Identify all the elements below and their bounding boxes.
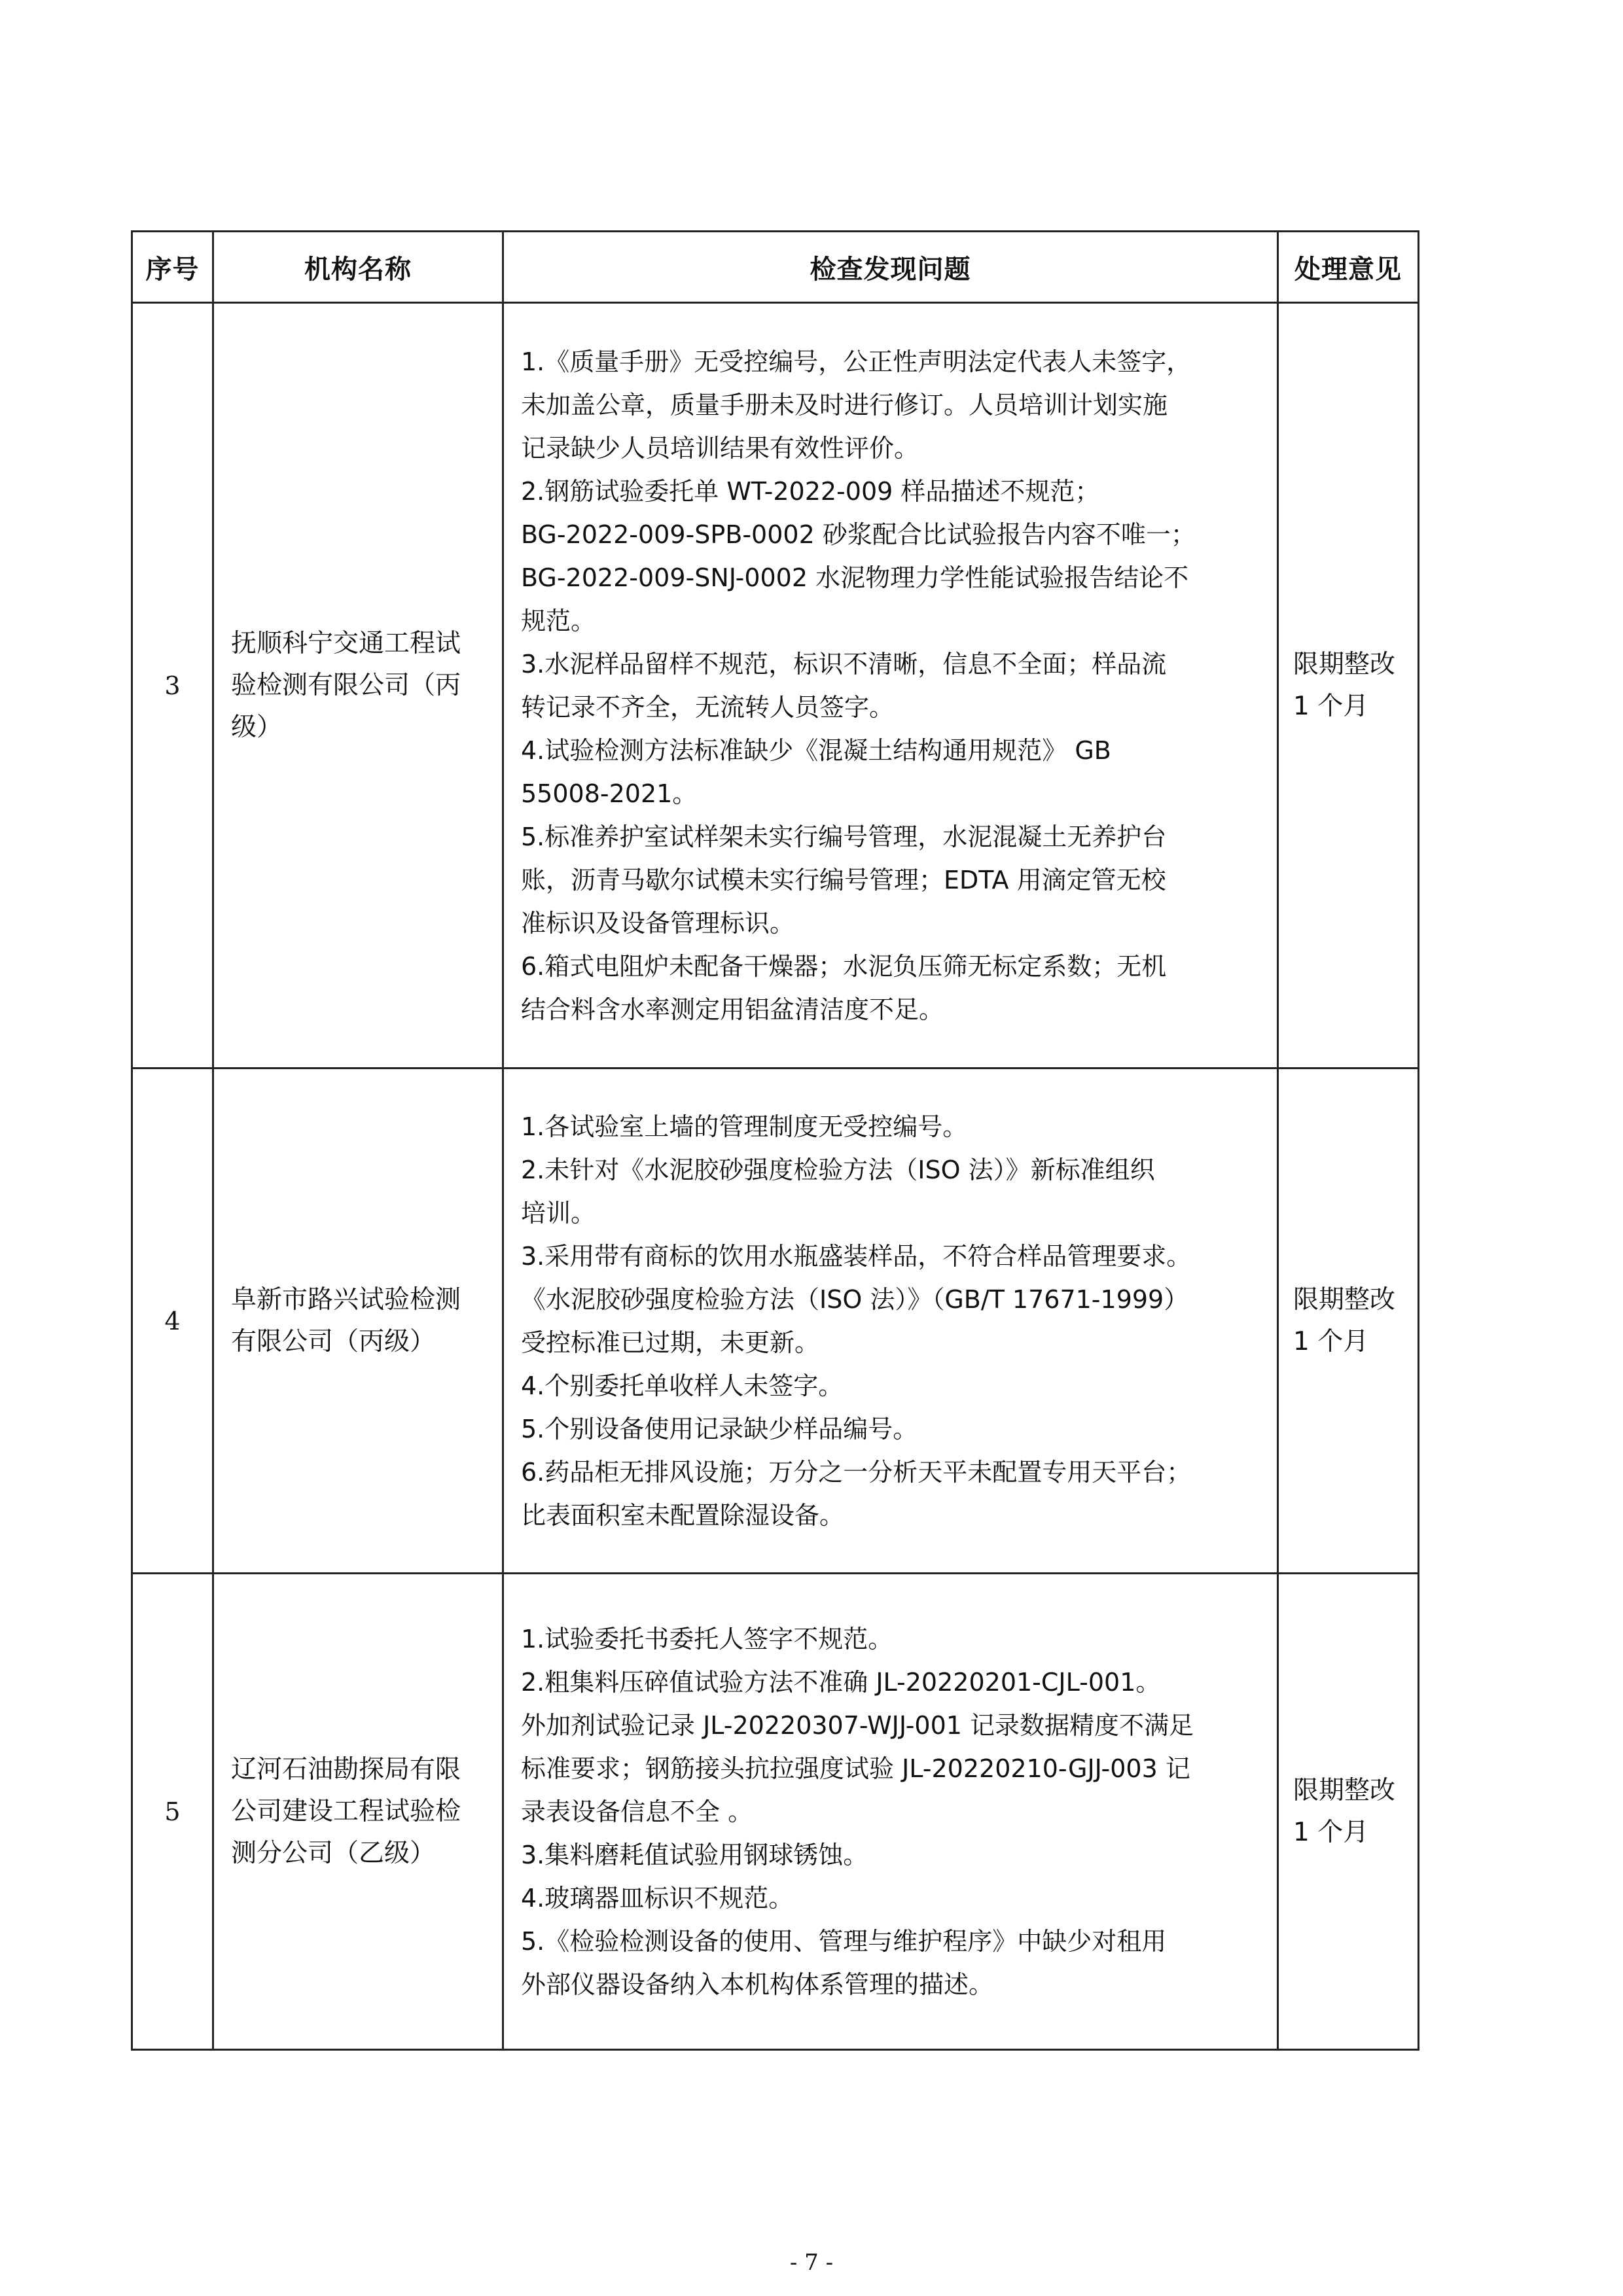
org-name: 抚顺科宁交通工程试验检测有限公司（丙级） [231, 628, 461, 742]
issue-line: 3.采用带有商标的饮用水瓶盛装样品，不符合样品管理要求。 [521, 1241, 1192, 1271]
issue-line: 1.各试验室上墙的管理制度无受控编号。 [521, 1112, 968, 1141]
issue-line: 1.试验委托书委托人签字不规范。 [521, 1624, 893, 1653]
action-cell [1278, 1069, 1419, 1574]
org-cell [213, 1069, 503, 1574]
issue-line: 外加剂试验记录 JL-20220307-WJJ-001 记录数据精度不满足 [521, 1710, 1194, 1740]
row-number: 4 [132, 1069, 213, 1574]
action-text: 限期整改 [1293, 1284, 1396, 1315]
table-row [132, 303, 1419, 1069]
issue-line: 6.药品柜无排风设施；万分之一分析天平未配置专用天平台； [521, 1457, 1192, 1487]
issue-line: BG-2022-009-SPB-0002 砂浆配合比试验报告内容不唯一； [521, 520, 1196, 549]
header-action: 处理意见 [1278, 232, 1419, 303]
issue-line: 6.箱式电阻炉未配备干燥器；水泥负压筛无标定系数；无机 [521, 951, 1167, 981]
row-number: 5 [132, 1574, 213, 2050]
action-text: 限期整改 [1293, 1775, 1396, 1805]
inspection-table [131, 230, 1419, 2051]
org-cell [213, 303, 503, 1069]
issue-line: 《水泥胶砂强度检验方法（ISO 法）》（GB/T 17671-1999） [521, 1284, 1189, 1314]
issue-line: 比表面积室未配置除湿设备。 [521, 1500, 845, 1530]
action-cell [1278, 303, 1419, 1069]
issue-line: 培训。 [521, 1198, 596, 1227]
issues-cell [503, 303, 1278, 1069]
issue-line: 1.《质量手册》无受控编号，公正性声明法定代表人未签字， [521, 347, 1192, 376]
issue-line: 5.个别设备使用记录缺少样品编号。 [521, 1414, 918, 1443]
issue-line: 未加盖公章，质量手册未及时进行修订。人员培训计划实施 [521, 390, 1168, 419]
issue-line: 结合料含水率测定用铝盆清洁度不足。 [521, 995, 944, 1024]
action-duration: 1 个月 [1293, 1326, 1369, 1356]
issue-line: 4.试验检测方法标准缺少《混凝土结构通用规范》 GB [521, 735, 1111, 765]
header-org: 机构名称 [213, 232, 503, 303]
org-cell [213, 1574, 503, 2050]
issue-line: 记录缺少人员培训结果有效性评价。 [521, 433, 919, 463]
issue-line: 外部仪器设备纳入本机构体系管理的描述。 [521, 1969, 994, 1999]
issue-line: 55008-2021。 [521, 779, 698, 808]
issue-line: 2.粗集料压碎值试验方法不准确 JL-20220201-CJL-001。 [521, 1667, 1161, 1697]
row-number: 3 [132, 303, 213, 1069]
issue-line: 5.标准养护室试样架未实行编号管理，水泥混凝土无养护台 [521, 822, 1167, 851]
issues-cell [503, 1574, 1278, 2050]
issue-line: 转记录不齐全，无流转人员签字。 [521, 692, 895, 722]
org-name: 阜新市路兴试验检测有限公司（丙级） [231, 1284, 461, 1356]
issues-cell [503, 1069, 1278, 1574]
header-num: 序号 [132, 232, 213, 303]
page-number: - 7 - [789, 2250, 834, 2276]
table-row [132, 1574, 1419, 2050]
issue-line: 录表设备信息不全 。 [521, 1797, 753, 1826]
table-row [132, 1069, 1419, 1574]
issue-line: 3.水泥样品留样不规范，标识不清晰，信息不全面；样品流 [521, 649, 1167, 679]
issue-line: 受控标准已过期，未更新。 [521, 1328, 820, 1357]
issue-line: 2.钢筋试验委托单 WT-2022-009 样品描述不规范； [521, 476, 1100, 506]
issue-line: 标准要求；钢筋接头抗拉强度试验 JL-20220210-GJJ-003 记 [521, 1754, 1190, 1783]
action-cell [1278, 1574, 1419, 2050]
issue-line: 规范。 [521, 606, 596, 635]
issue-line: 3.集料磨耗值试验用钢球锈蚀。 [521, 1840, 868, 1869]
issue-line: 4.个别委托单收样人未签字。 [521, 1371, 844, 1400]
issue-line: 账，沥青马歇尔试模未实行编号管理；EDTA 用滴定管无校 [521, 865, 1166, 894]
action-text: 限期整改 [1293, 649, 1396, 679]
action-duration: 1 个月 [1293, 1817, 1369, 1847]
action-duration: 1 个月 [1293, 691, 1369, 721]
issue-line: BG-2022-009-SNJ-0002 水泥物理力学性能试验报告结论不 [521, 563, 1189, 592]
issue-line: 准标识及设备管理标识。 [521, 908, 795, 938]
org-name: 辽河石油勘探局有限公司建设工程试验检测分公司（乙级） [231, 1754, 461, 1868]
table-header-row [132, 232, 1419, 303]
issue-line: 4.玻璃器皿标识不规范。 [521, 1883, 794, 1913]
issue-line: 5.《检验检测设备的使用、管理与维护程序》中缺少对租用 [521, 1926, 1167, 1956]
issue-line: 2.未针对《水泥胶砂强度检验方法（ISO 法）》新标准组织 [521, 1155, 1155, 1184]
header-issues: 检查发现问题 [503, 232, 1278, 303]
